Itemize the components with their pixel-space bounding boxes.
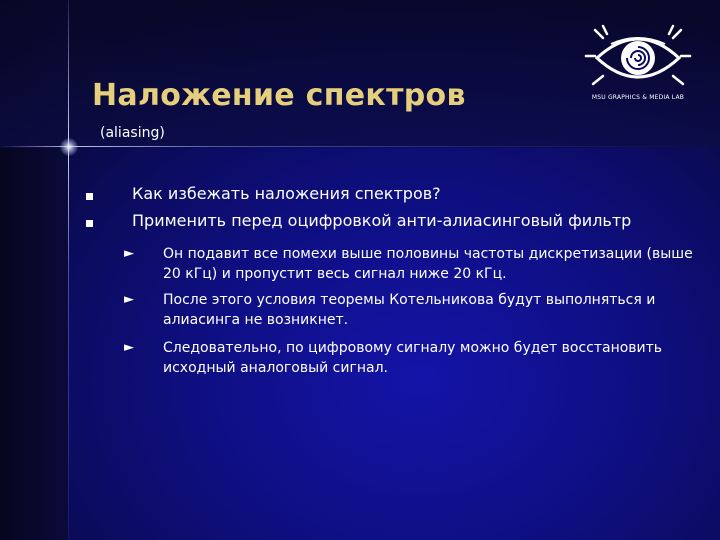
slide-subtitle: (aliasing) [100,125,165,141]
subbullet-text: Он подавит все помехи выше половины частоты дискретизации (выше 20 кГц) и пропустит весь сигнал ниже 20 кГц. [163,246,693,282]
subbullet-item [124,338,714,380]
logo-caption: MSU GRAPHICS & MEDIA LAB [591,94,685,101]
triangle-bullet-icon: ► [124,292,134,307]
subbullet-text: Следовательно, по цифровому сигналу можно будет восстановить исходный аналоговый сигнал. [163,340,663,376]
slide-title: Наложение спектров [92,78,466,113]
bullet-item [86,211,706,237]
bullet-item [86,184,706,210]
bullet-text: Применить перед оцифровкой анти-алиасинговый фильтр [132,211,632,230]
bullet-text: Как избежать наложения спектров? [132,184,441,203]
subbullet-item [124,290,714,332]
square-bullet-icon [86,220,93,227]
decor-horizontal-line [0,146,720,147]
triangle-bullet-icon: ► [124,340,134,355]
decor-vertical-line [68,0,69,540]
decor-flare [60,138,78,156]
subbullet-text: После этого условия теоремы Котельникова будут выполняться и алиасинга не возникнет. [163,292,656,328]
square-bullet-icon [86,193,93,200]
lab-logo [583,22,693,108]
triangle-bullet-icon: ► [124,246,134,261]
subbullet-item [124,244,714,286]
eye-logo-icon [583,22,693,94]
